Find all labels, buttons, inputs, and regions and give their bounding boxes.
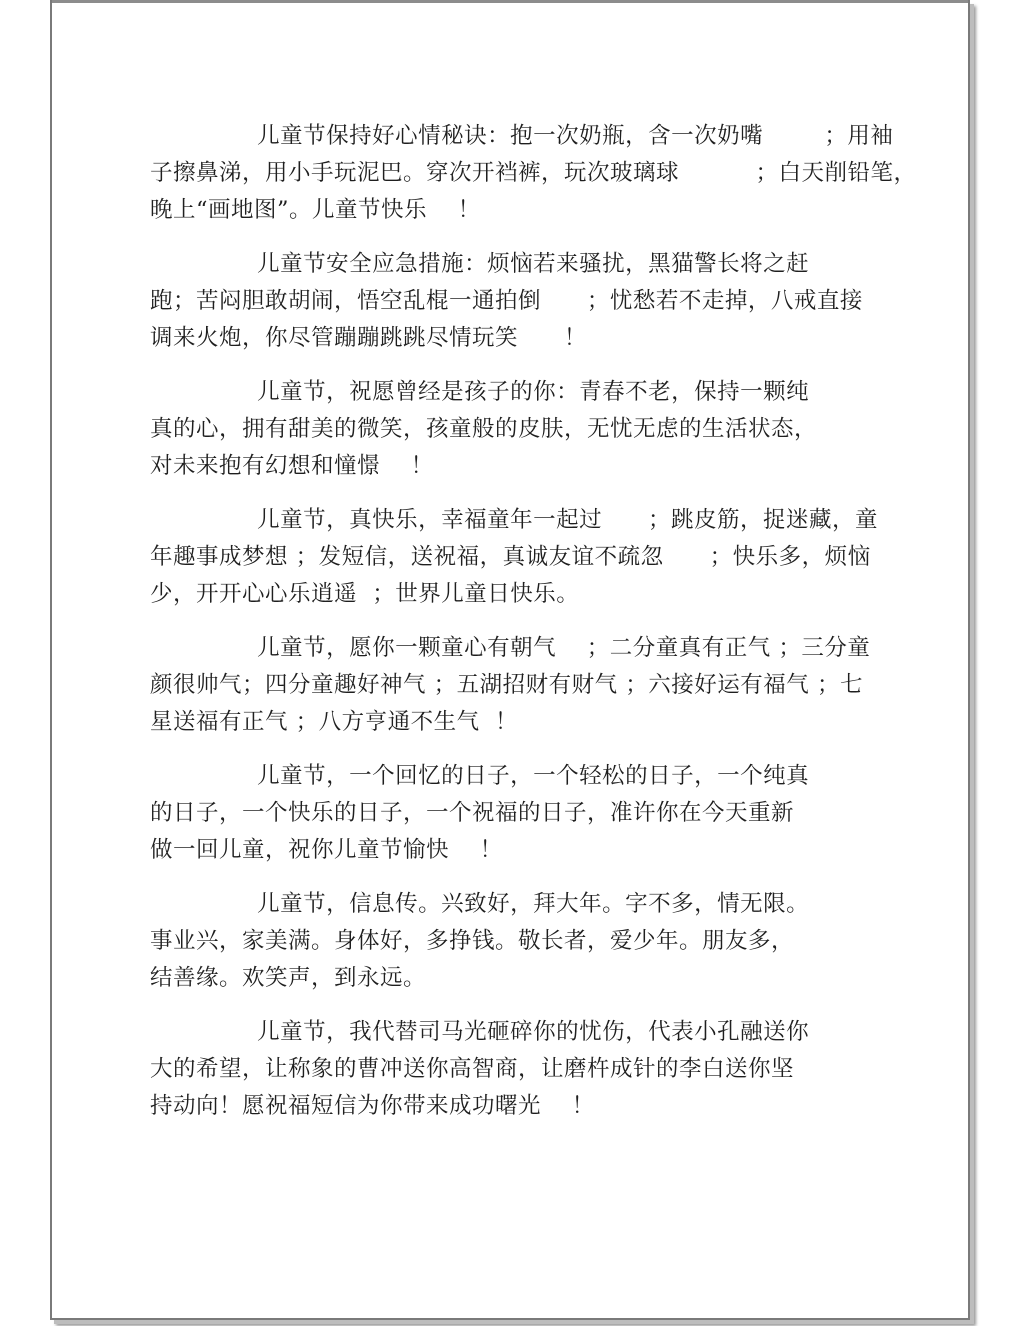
page-top-border <box>52 0 968 3</box>
text-line: 晚上“画地图”。儿童节快乐 ！ <box>150 197 481 223</box>
text-line: 儿童节，愿你一颗童心有朝气 ；二分童真有正气 ；三分童 <box>150 635 871 661</box>
paragraph-7 <box>150 886 870 997</box>
document-page <box>50 0 970 1320</box>
text-line: 儿童节安全应急措施：烦恼若来骚扰，黑猫警长将之赶 <box>150 251 810 277</box>
text-line: 儿童节，祝愿曾经是孩子的你：青春不老，保持一颗纯 <box>150 379 810 405</box>
text-line: 儿童节，信息传。兴致好，拜大年。字不多，情无限。 <box>150 891 810 917</box>
paragraph-2 <box>150 246 870 357</box>
page-content <box>150 118 917 1142</box>
text-line: 跑；苦闷胆敢胡闹，悟空乱棍一通拍倒 ；忧愁若不走掉，八戒直接 <box>150 288 863 314</box>
text-line: 子擦鼻涕，用小手玩泥巴。穿次开裆裤，玩次玻璃球 ；白天削铅笔， <box>150 160 917 186</box>
text-line: 事业兴，家美满。身体好，多挣钱。敬长者，爱少年。朋友多， <box>150 928 795 954</box>
text-line: 星送福有正气 ；八方亨通不生气 ！ <box>150 709 518 735</box>
text-line: 持动向！愿祝福短信为你带来成功曙光 ！ <box>150 1093 595 1119</box>
text-line: 儿童节，真快乐，幸福童年一起过 ；跳皮筋，捉迷藏，童 <box>150 507 879 533</box>
paragraph-3 <box>150 374 870 485</box>
text-line: 做一回儿童，祝你儿童节愉快 ！ <box>150 837 503 863</box>
text-line: 儿童节，一个回忆的日子，一个轻松的日子，一个纯真 <box>150 763 810 789</box>
text-line: 结善缘。欢笑声，到永远。 <box>150 965 427 991</box>
paragraph-6 <box>150 758 870 869</box>
text-line: 的日子，一个快乐的日子，一个祝福的日子，准许你在今天重新 <box>150 800 795 826</box>
text-line: 真的心，拥有甜美的微笑，孩童般的皮肤，无忧无虑的生活状态， <box>150 416 818 442</box>
text-line: 调来火炮，你尽管蹦蹦跳跳尽情玩笑 ！ <box>150 325 587 351</box>
paragraph-5 <box>150 630 870 741</box>
text-line: 少，开开心心乐逍遥 ；世界儿童日快乐。 <box>150 581 580 607</box>
text-line: 颜很帅气；四分童趣好神气 ；五湖招财有财气 ；六接好运有福气 ；七 <box>150 672 863 698</box>
text-line: 儿童节，我代替司马光砸碎你的忧伤，代表小孔融送你 <box>150 1019 810 1045</box>
text-line: 大的希望，让称象的曹冲送你高智商，让磨杵成针的李白送你坚 <box>150 1056 795 1082</box>
paragraph-8 <box>150 1014 870 1125</box>
text-line: 年趣事成梦想 ；发短信，送祝福，真诚友谊不疏忽 ；快乐多，烦恼 <box>150 544 871 570</box>
text-line: 对未来抱有幻想和憧憬 ！ <box>150 453 434 479</box>
paragraph-4 <box>150 502 879 613</box>
text-line: 儿童节保持好心情秘诀：抱一次奶瓶，含一次奶嘴 ；用袖 <box>150 123 894 149</box>
paragraph-1 <box>150 118 917 229</box>
